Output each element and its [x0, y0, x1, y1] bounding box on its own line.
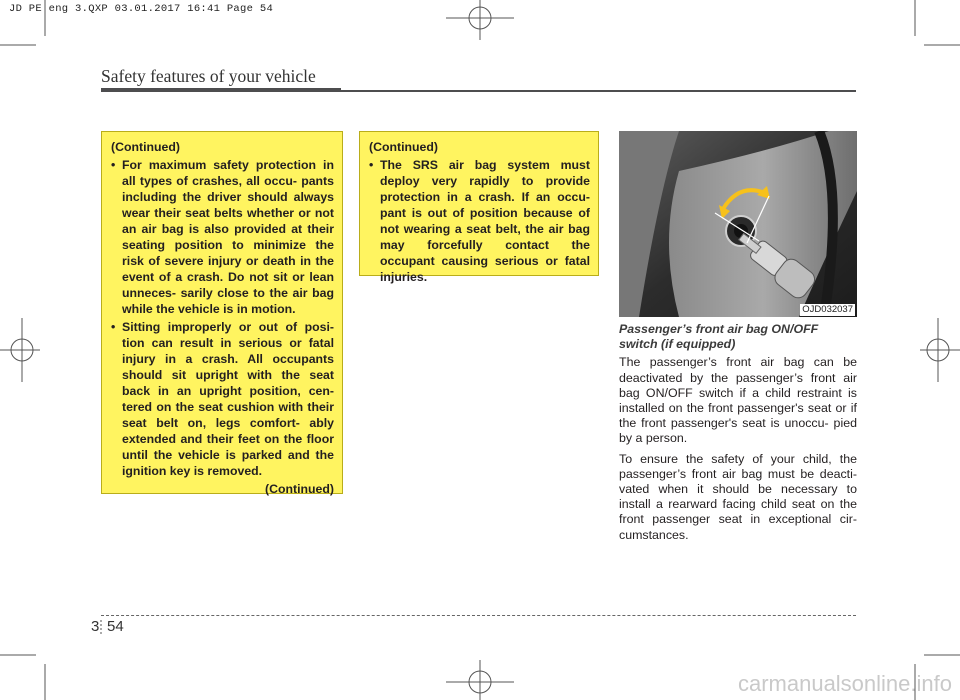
warning-bullet-text: The SRS air bag system must deploy very rapidly to provide protection in a crash. If an occu- pant is out of position because of not wearing a seat belt, the air bag may forcefully contact the occupant causing serious or fatal injuries. [380, 158, 590, 284]
warning-box-continued-1 [101, 131, 343, 494]
watermark: carmanualsonline.info [737, 671, 952, 696]
print-slug: JD PE eng 3.QXP 03.01.2017 16:41 Page 54 [9, 3, 274, 15]
warning-bullet [369, 157, 590, 285]
bullet-icon: • [369, 158, 374, 172]
bullet-icon: • [111, 158, 116, 172]
chapter-number: 3 [91, 618, 100, 635]
title-rule-thick [101, 88, 341, 92]
airbag-switch-illustration [619, 131, 857, 317]
subsection-title: Passenger’s front air bag ON/OFF switch (if equipped) [619, 322, 819, 352]
warning-box-head: (Continued) [369, 140, 438, 154]
warning-bullet [111, 157, 334, 317]
page-number: 54 [107, 618, 124, 635]
warning-box-continued-2 [359, 131, 599, 284]
bullet-icon: • [111, 320, 116, 334]
warning-box-tail: (Continued) [265, 482, 334, 496]
page-title: Safety features of your vehicle [101, 66, 316, 86]
body-paragraph: To ensure the safety of your child, the passenger’s front air bag must be deacti- vated when it should be necessary to install a rearward facing child seat on the front passenger seat in exceptional cir- cumstances. [619, 451, 857, 542]
warning-bullet-text: Sitting improperly or out of posi- tion can result in serious or fatal injury in a crash. All occupants should sit upright with the seat back in an upright position, cen- tered on the seat cushion with their seat belt on, legs comfort- ably extended and their feet on the floor until the vehicle is parked and the ignition key is removed. [122, 320, 334, 478]
warning-bullet [111, 319, 334, 479]
airbag-switch-section [619, 322, 857, 548]
warning-bullet-text: For maximum safety protection in all types of crashes, all occu- pants including the driver should always wear their seat belts whether or not an air bag is also provided at their seating position to minimize the risk of severe injury or death in the event of a crash. Do not sit or lean unneces- sarily close to the air bag while the vehicle is in motion. [122, 158, 334, 316]
footer-rule [101, 615, 856, 616]
title-rule-thin [341, 90, 856, 92]
body-paragraph: The passenger’s front air bag can be deactivated by the passenger’s front air bag ON/OFF switch if a child restraint is installed on the front passenger's seat or if the front passenger's seat is unoccu- pied by a person. [619, 355, 857, 446]
airbag-switch-photo [619, 131, 857, 317]
photo-code: OJD032037 [802, 304, 853, 315]
warning-box-head: (Continued) [111, 140, 180, 154]
